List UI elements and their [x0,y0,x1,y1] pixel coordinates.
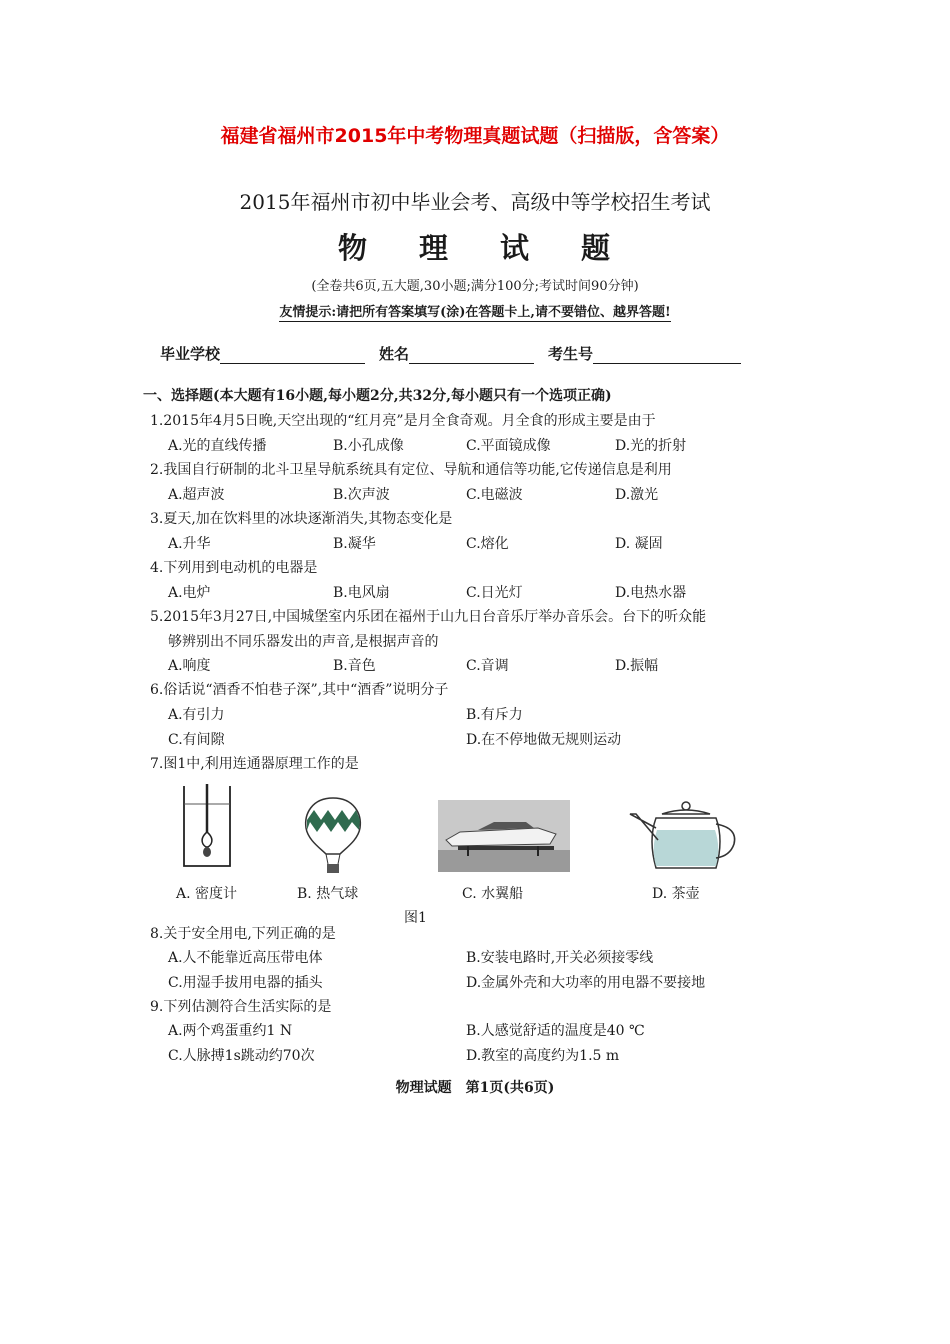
option: D.在不停地做无规则运动 [466,732,622,748]
exam-no-label: 考生号 [548,345,594,363]
option: A.升华 [168,536,211,552]
page-title: 福建省福州市2015年中考物理真题试题（扫描版，含答案） [220,125,730,147]
school-blank [220,349,365,364]
option: D.光的折射 [615,438,687,454]
option: D.振幅 [615,658,659,674]
option: B.次声波 [333,487,390,503]
page-footer: 物理试题 第1页(共6页) [395,1080,555,1096]
option: C.平面镜成像 [466,438,551,454]
figure-option-label: C. 水翼船 [462,886,524,902]
question-stem-cont: 够辨别出不同乐器发出的声音,是根据声音的 [168,634,439,650]
name-blank [409,349,534,364]
section-heading: 一、选择题(本大题有16小题,每小题2分,共32分,每小题只有一个选项正确) [143,388,612,404]
figure-option-label: B. 热气球 [297,886,359,902]
question-stem: 1.2015年4月5日晚,天空出现的“红月亮”是月全食奇观。月全食的形成主要是由于 [150,413,656,429]
option: B.电风扇 [333,585,390,601]
option: D.激光 [615,487,659,503]
teapot-icon [626,800,742,874]
question-stem: 2.我国自行研制的北斗卫星导航系统具有定位、导航和通信等功能,它传递信息是利用 [150,462,672,478]
student-info-fields [160,343,741,364]
option: B.人感觉舒适的温度是40 ℃ [466,1023,645,1039]
subject-char: 试 [500,231,532,265]
subject-char: 物 [337,231,369,265]
exam-title: 2015年福州市初中毕业会考、高级中等学校招生考试 [239,190,711,214]
option: D.电热水器 [615,585,687,601]
option: B.有斥力 [466,707,523,723]
hydrofoil-boat-photo [438,800,570,872]
option: A.人不能靠近高压带电体 [168,950,323,966]
name-label: 姓名 [379,345,410,363]
option: C.用湿手拔用电器的插头 [168,975,323,991]
option: C.音调 [466,658,509,674]
question-stem: 4.下列用到电动机的电器是 [150,560,318,576]
option: A.有引力 [168,707,225,723]
exam-note: (全卷共6页,五大题,30小题;满分100分;考试时间90分钟) [311,279,639,294]
question-stem: 7.图1中,利用连通器原理工作的是 [150,756,359,772]
option: A.两个鸡蛋重约1 N [168,1023,293,1039]
school-label: 毕业学校 [160,345,221,363]
option: C.日光灯 [466,585,523,601]
option: B.小孔成像 [333,438,404,454]
option: C.人脉搏1s跳动约70次 [168,1048,315,1064]
hydrometer-icon [172,782,242,872]
option: A.响度 [168,658,211,674]
question-stem: 5.2015年3月27日,中国城堡室内乐团在福州于山九日台音乐厅举办音乐会。台下的听众能 [150,609,707,625]
exam-no-blank [593,349,741,364]
figure-option-label: D. 茶壶 [652,886,700,902]
option: C.有间隙 [168,732,225,748]
option: A.电炉 [168,585,211,601]
option: D. 凝固 [615,536,663,552]
option: A.超声波 [168,487,225,503]
option: B.凝华 [333,536,376,552]
hot-air-balloon-icon [302,796,364,878]
subject-title [0,226,950,267]
option: D.金属外壳和大功率的用电器不要接地 [466,975,706,991]
subject-char: 理 [418,231,450,265]
option: D.教室的高度约为1.5 m [466,1048,620,1064]
question-stem: 9.下列估测符合生活实际的是 [150,999,332,1015]
subject-char: 题 [581,231,613,265]
option: B.音色 [333,658,376,674]
question-stem: 8.关于安全用电,下列正确的是 [150,926,336,942]
option: A.光的直线传播 [168,438,267,454]
figure-option-label: A. 密度计 [176,886,238,902]
option: B.安装电路时,开关必须接零线 [466,950,654,966]
option: C.电磁波 [466,487,523,503]
figure-caption: 图1 [404,910,427,926]
friendly-tip: 友情提示:请把所有答案填写(涂)在答题卡上,请不要错位、越界答题! [279,305,671,320]
question-stem: 3.夏天,加在饮料里的冰块逐渐消失,其物态变化是 [150,511,453,527]
option: C.熔化 [466,536,509,552]
question-stem: 6.俗话说“酒香不怕巷子深”,其中“酒香”说明分子 [150,682,449,698]
